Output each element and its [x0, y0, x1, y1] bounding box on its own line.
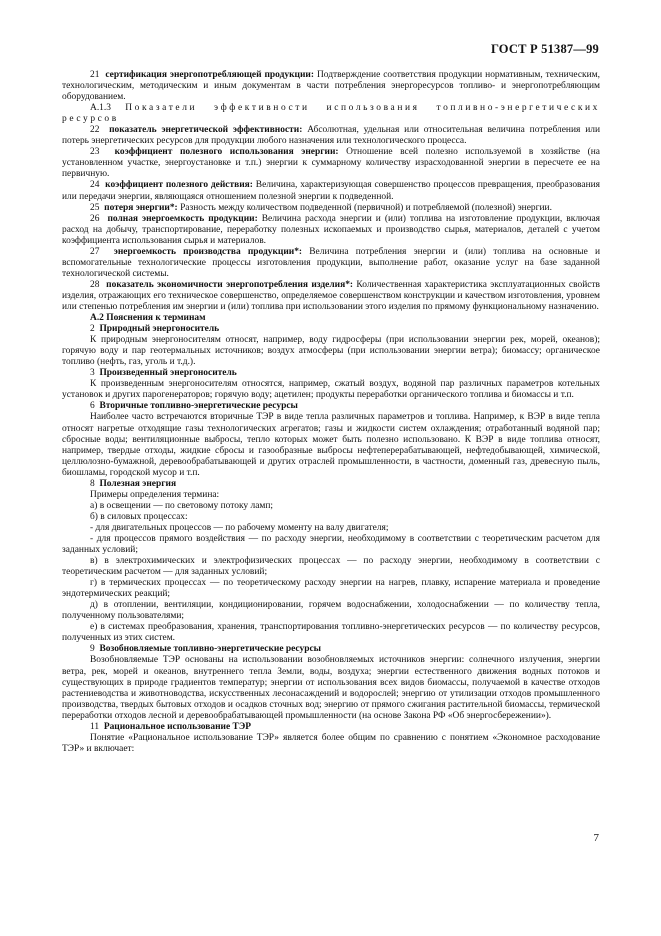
explanation-title: 6 Вторичные топливно-энергетические ресурсы	[90, 401, 298, 412]
explanation-text: Возобновляемые ТЭР основаны на использовании возобновляемых источников энергии: солнечного излучения, энергии ветра, рек, морей и океанов, внутреннего тепла Земли, воды, воздуха; энергии естественного движения водных потоков и существующих в природе градиентов температур; энергии от использования всех видов биомассы, получаемой в качестве отходов растениеводства и животноводства, искусственных лесонасаждений и водорослей; энергию от утилизации отходов промышленного производства, твердых бытовых отходов и осадков сточных вод; энергию от прямого сжигания растительной биомассы, термической переработки отходов лесной и деревообрабатывающей промышленности (на основе Закона РФ «Об энергосбережении»).	[62, 655, 600, 721]
list-item: а) в освещении — по световому потоку ламп;	[90, 500, 274, 511]
list-item: - для процессов прямого воздействия — по расходу энергии, необходимому в соответствии с теоретическим расчетом для заданных условий;	[62, 533, 600, 556]
list-item: г) в термических процессах — по теоретическому расходу энергии на нагрев, плавку, испарение материала и проведение эндотермических реакций;	[62, 578, 600, 600]
explanation-title: 2 Природный энергоноситель	[90, 324, 220, 335]
term-entry: 26 полная энергоемкость продукции: Величина расхода энергии и (или) топлива на изготовление продукции, включая расход на добычу, транспортирование, переработку полезных ископаемых и производство сырья, материалов, деталей с учетом коэффициента использования сырья и материалов.	[62, 213, 600, 246]
list-item: е) в системах преобразования, хранения, транспортирования топливно-энергетических ресурсов — по количеству ресурсов, полученных из этих систем.	[62, 622, 600, 644]
explanation-text: Наиболее часто встречаются вторичные ТЭР в виде тепла различных параметров и топлива. Например, к ВЭР в виде тепла относят нагретые отходящие газы технологических агрегатов; газы и жидкости систем охлаждения; отработанный водяной пар; сбросные воды; вентиляционные выбросы, тепло которых может быть полезно использовано. К ВЭР в виде топлива относят, например, твердые отходы, жидкие сбросы и газообразные выбросы нефтеперерабатывающей, нефтедобывающей, химической, целлюлозно-бумажной, деревообрабатывающей и других отраслей промышленности, в частности, доменный газ, древесную пыль, биошламы, городской мусор и т.п.	[62, 412, 600, 478]
explanation-text: К произведенным энергоносителям относятся, например, сжатый воздух, водяной пар различных параметров котельных установок и других парогенераторов; горячую воду; ацетилен; продукты переработки органического топлива и биомассы и т.п.	[62, 379, 600, 401]
explanation-title: 9 Возобновляемые топливно-энергетические ресурсы	[90, 644, 322, 655]
document-body	[62, 70, 600, 755]
list-item: в) в электрохимических и электрофизических процессах — по расходу энергии, необходимому в соответствии с теоретическим расчетом — для заданных условий;	[62, 556, 600, 578]
page-number: 7	[593, 832, 599, 844]
explanation-title: 11 Рациональное использование ТЭР	[90, 721, 251, 732]
term-entry: 23 коэффициент полезного использования энергии: Отношение всей полезно используемой в хозяйстве (на установленном участке, энергоустановке и т.п.) энергии к суммарному количеству израсходованной энергии в пересчете ее на первичную.	[62, 147, 600, 180]
explanation-text: Понятие «Рациональное использование ТЭР» является более общим по сравнению с понятием «Экономное расходование ТЭР» и включает:	[62, 732, 600, 754]
explanation-text: Примеры определения термина:	[90, 489, 220, 500]
term-entry: 22 показатель энергетической эффективности: Абсолютная, удельная или относительная величина потребления или потерь энергетических ресурсов для продукции любого назначения или технологического процесса.	[62, 125, 601, 147]
term-entry: 25 потеря энергии*: Разность между количеством подведенной (первичной) и потребляемой (полезной) энергии.	[90, 202, 552, 213]
list-item: д) в отоплении, вентиляции, кондиционировании, горячем водоснабжении, холодоснабжении — по количеству тепла, полученному пользователями;	[62, 600, 600, 622]
document-code: ГОСТ Р 51387—99	[490, 42, 599, 56]
explanation-title: 8 Полезная энергия	[90, 478, 177, 489]
subsection-heading: А.1.3 Показатели эффективности использования топливно-энергетических ресурсов	[62, 103, 600, 125]
section-heading: А.2 Пояснения к терминам	[90, 313, 206, 324]
term-entry: 24 коэффициент полезного действия: Величина, характеризующая совершенство процессов превращения, преобразования или передачи энергии, являющаяся отношением полезной энергии к подведенной.	[62, 180, 601, 202]
term-entry: 27 энергоемкость производства продукции*: Величина потребления энергии и (или) топлива на основные и вспомогательные технологические процессы изготовления продукции, выполнение работ, оказание услуг на базе заданной технологической системы.	[62, 246, 600, 279]
explanation-text: К природным энергоносителям относят, например, воду гидросферы (при использовании энергии рек, морей, океанов); горячую воду и пар геотермальных источников; воздух атмосферы (при использовании энергии ветра); биомассу; органическое топливо (нефть, газ, уголь и т.д.).	[62, 335, 600, 368]
explanation-title: 3 Произведенный энергоноситель	[90, 368, 237, 379]
term-entry: 21 сертификация энергопотребляющей продукции: Подтверждение соответствия продукции нормативным, техническим, технологическим, методическим и иным документам в части потребления энергоресурсов топливо- и энергопотребляющим оборудованием.	[62, 70, 600, 103]
list-item: б) в силовых процессах:	[90, 511, 188, 522]
list-item: - для двигательных процессов — по рабочему моменту на валу двигателя;	[90, 522, 389, 533]
term-entry: 28 показатель экономичности энергопотребления изделия*: Количественная характеристика эксплуатационных свойств изделия, отражающих его техническое совершенство, определяемое совершенством конструкции и качеством изготовления, уровнем или степенью потребления им энергии и (или) топлива при использовании этого изделия по прямому функциональному назначению.	[62, 279, 601, 312]
